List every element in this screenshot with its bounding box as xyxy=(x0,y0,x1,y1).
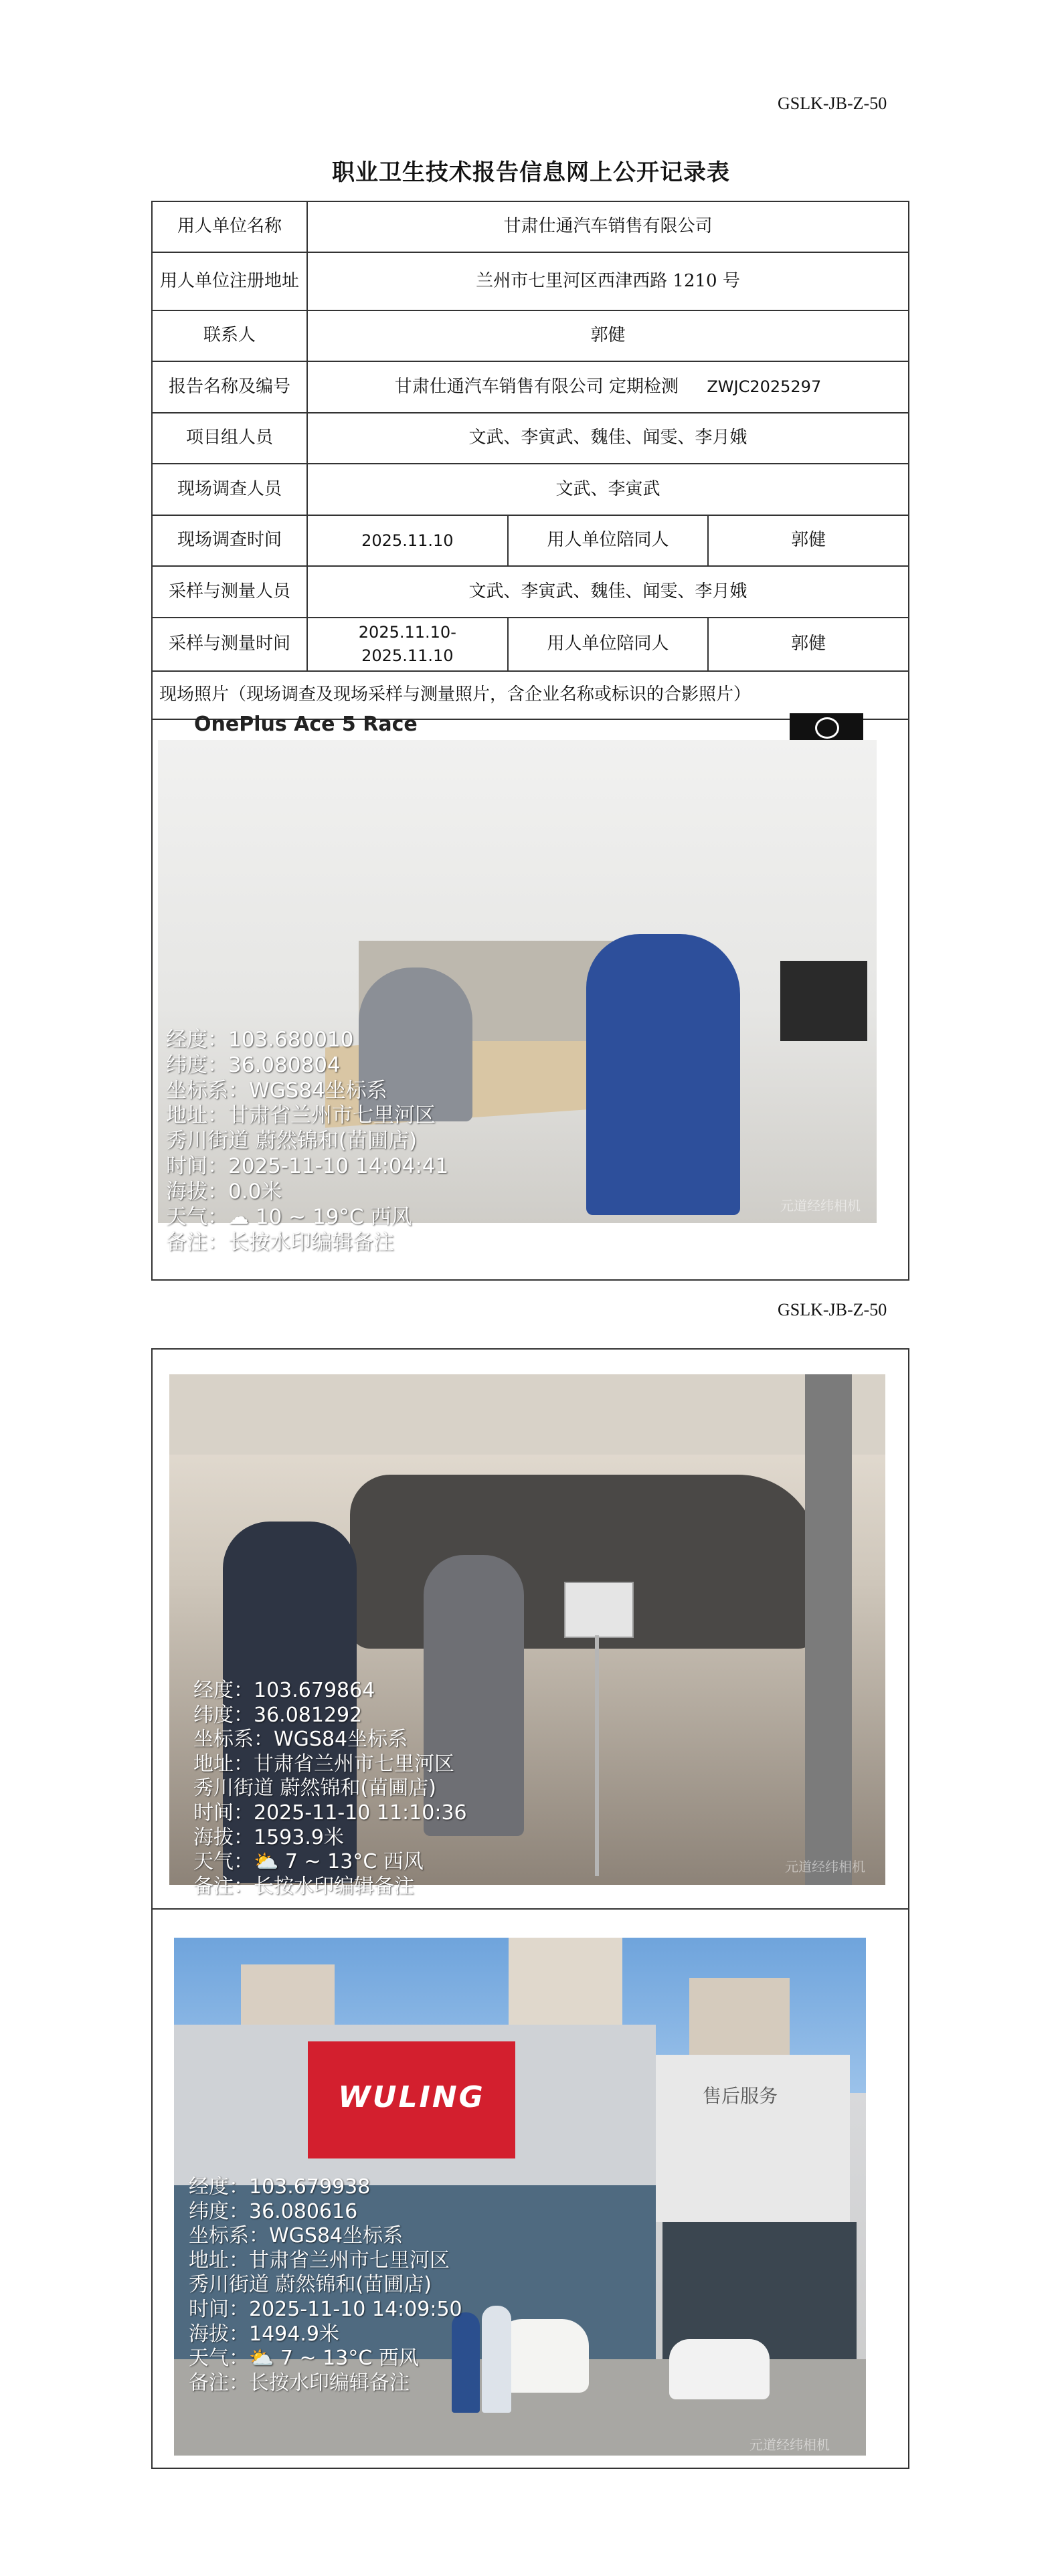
value-survey-staff: 文武、李寅武 xyxy=(307,464,909,515)
value-team: 文武、李寅武、魏佳、闻雯、李月娥 xyxy=(307,413,909,464)
stamp-line: 地址：甘肃省兰州市七里河区 xyxy=(193,1752,454,1776)
stamp-line: 经度：103.679938 xyxy=(189,2175,371,2199)
stamp-line: 地址：甘肃省兰州市七里河区 xyxy=(189,2248,450,2272)
stamp-line: 经度：103.679864 xyxy=(193,1679,375,1702)
row-survey-time xyxy=(152,515,909,566)
value-sampling-staff: 文武、李寅武、魏佳、闻雯、李月娥 xyxy=(307,566,909,618)
label-survey-companion: 用人单位陪同人 xyxy=(508,515,709,566)
stamp-line: 时间：2025-11-10 11:10:36 xyxy=(193,1801,467,1825)
row-report xyxy=(152,361,909,413)
value-employer-address: 兰州市七里河区西津西路 1210 号 xyxy=(307,252,909,310)
label-sampling-staff: 采样与测量人员 xyxy=(152,566,307,618)
stamp-line: 秀川街道 蔚然锦和(苗圃店) xyxy=(166,1129,418,1154)
stamp-line: 坐标系：WGS84坐标系 xyxy=(193,1728,408,1752)
person-right xyxy=(482,2306,511,2413)
stamp-line: 天气：⛅ 7 ~ 13°C 西风 xyxy=(189,2347,419,2371)
site-photo-workshop xyxy=(169,1374,885,1898)
stamp-line: 纬度：36.081292 xyxy=(193,1703,363,1727)
label-sampling-companion: 用人单位陪同人 xyxy=(508,618,709,671)
site-photo-office xyxy=(158,740,877,1255)
photo-1-stamp xyxy=(166,1028,448,1255)
lift-pillar xyxy=(805,1374,852,1885)
camera-watermark: 元道经纬相机 xyxy=(749,2437,830,2453)
camera-logo-icon xyxy=(790,713,863,740)
stamp-line: 纬度：36.080804 xyxy=(166,1052,341,1077)
wuling-sign-text: WULING xyxy=(338,2080,485,2114)
row-survey-staff xyxy=(152,464,909,515)
printer-right xyxy=(780,961,867,1041)
sampling-instrument xyxy=(564,1582,634,1638)
label-sampling-time: 采样与测量时间 xyxy=(152,618,307,671)
camera-watermark: 元道经纬相机 xyxy=(785,1859,865,1875)
stamp-line: 海拔：1494.9米 xyxy=(189,2322,339,2346)
white-car-right xyxy=(669,2339,770,2399)
stamp-line: 备注：长按水印编辑备注 xyxy=(166,1230,394,1255)
row-sampling-time xyxy=(152,618,909,671)
site-photo-storefront xyxy=(174,1938,866,2456)
stamp-line: 坐标系：WGS84坐标系 xyxy=(189,2224,404,2248)
record-table xyxy=(151,201,909,720)
report-name: 甘肃仕通汽车销售有限公司 定期检测 xyxy=(394,376,679,397)
stamp-line: 时间：2025-11-10 14:09:50 xyxy=(189,2297,462,2321)
stamp-line: 海拔：0.0米 xyxy=(166,1179,282,1204)
value-contact: 郭健 xyxy=(307,310,909,361)
stamp-line: 海拔：1593.9米 xyxy=(193,1825,344,1849)
value-report xyxy=(307,361,909,413)
stamp-line: 地址：甘肃省兰州市七里河区 xyxy=(166,1103,436,1128)
camera-watermark: 元道经纬相机 xyxy=(780,1198,861,1214)
row-photos-caption xyxy=(152,671,909,719)
value-employer-name: 甘肃仕通汽车销售有限公司 xyxy=(307,201,909,252)
label-employer-address: 用人单位注册地址 xyxy=(152,252,307,310)
row-team xyxy=(152,413,909,464)
label-employer-name: 用人单位名称 xyxy=(152,201,307,252)
workshop-ceiling xyxy=(169,1374,885,1455)
value-survey-time: 2025.11.10 xyxy=(307,515,508,566)
row-sampling-staff xyxy=(152,566,909,618)
row-employer-address xyxy=(152,252,909,310)
photo-2-stamp xyxy=(193,1679,467,1899)
photo-3-stamp xyxy=(189,2175,462,2395)
label-survey-staff: 现场调查人员 xyxy=(152,464,307,515)
stamp-line: 备注：长按水印编辑备注 xyxy=(193,1874,414,1898)
stamp-line: 备注：长按水印编辑备注 xyxy=(189,2371,410,2395)
stamp-line: 纬度：36.080616 xyxy=(189,2199,358,2223)
stamp-line: 经度：103.680010 xyxy=(166,1028,354,1052)
value-sampling-companion: 郭健 xyxy=(708,618,909,671)
service-sign-text: 售后服务 xyxy=(703,2085,778,2107)
photos-caption: 现场照片（现场调查及现场采样与测量照片，含企业名称或标识的合影照片） xyxy=(152,671,909,719)
value-sampling-time: 2025.11.10-2025.11.10 xyxy=(307,618,508,671)
document-code-page-2: GSLK-JB-Z-50 xyxy=(778,1300,887,1319)
row-employer-name xyxy=(152,201,909,252)
label-survey-time: 现场调查时间 xyxy=(152,515,307,566)
document-code: GSLK-JB-Z-50 xyxy=(778,94,887,113)
report-number: ZWJC2025297 xyxy=(707,377,822,396)
tripod xyxy=(595,1635,599,1876)
phone-brand-banner: OnePlus Ace 5 Race xyxy=(194,713,418,736)
stamp-line: 秀川街道 蔚然锦和(苗圃店) xyxy=(189,2273,432,2297)
stamp-line: 天气：☁ 10 ~ 19°C 西风 xyxy=(166,1204,412,1229)
label-contact: 联系人 xyxy=(152,310,307,361)
photo-divider xyxy=(153,1908,908,1910)
label-team: 项目组人员 xyxy=(152,413,307,464)
page-title: 职业卫生技术报告信息网上公开记录表 xyxy=(332,159,730,186)
stamp-line: 秀川街道 蔚然锦和(苗圃店) xyxy=(193,1776,436,1801)
stamp-line: 天气：⛅ 7 ~ 13°C 西风 xyxy=(193,1850,424,1874)
value-survey-companion: 郭健 xyxy=(708,515,909,566)
label-report: 报告名称及编号 xyxy=(152,361,307,413)
service-building xyxy=(656,2055,850,2222)
row-contact xyxy=(152,310,909,361)
stamp-line: 坐标系：WGS84坐标系 xyxy=(166,1078,387,1103)
wuling-sign-panel xyxy=(308,2041,515,2158)
person-blue-jacket xyxy=(586,934,740,1215)
stamp-line: 时间：2025-11-10 14:04:41 xyxy=(166,1154,449,1179)
